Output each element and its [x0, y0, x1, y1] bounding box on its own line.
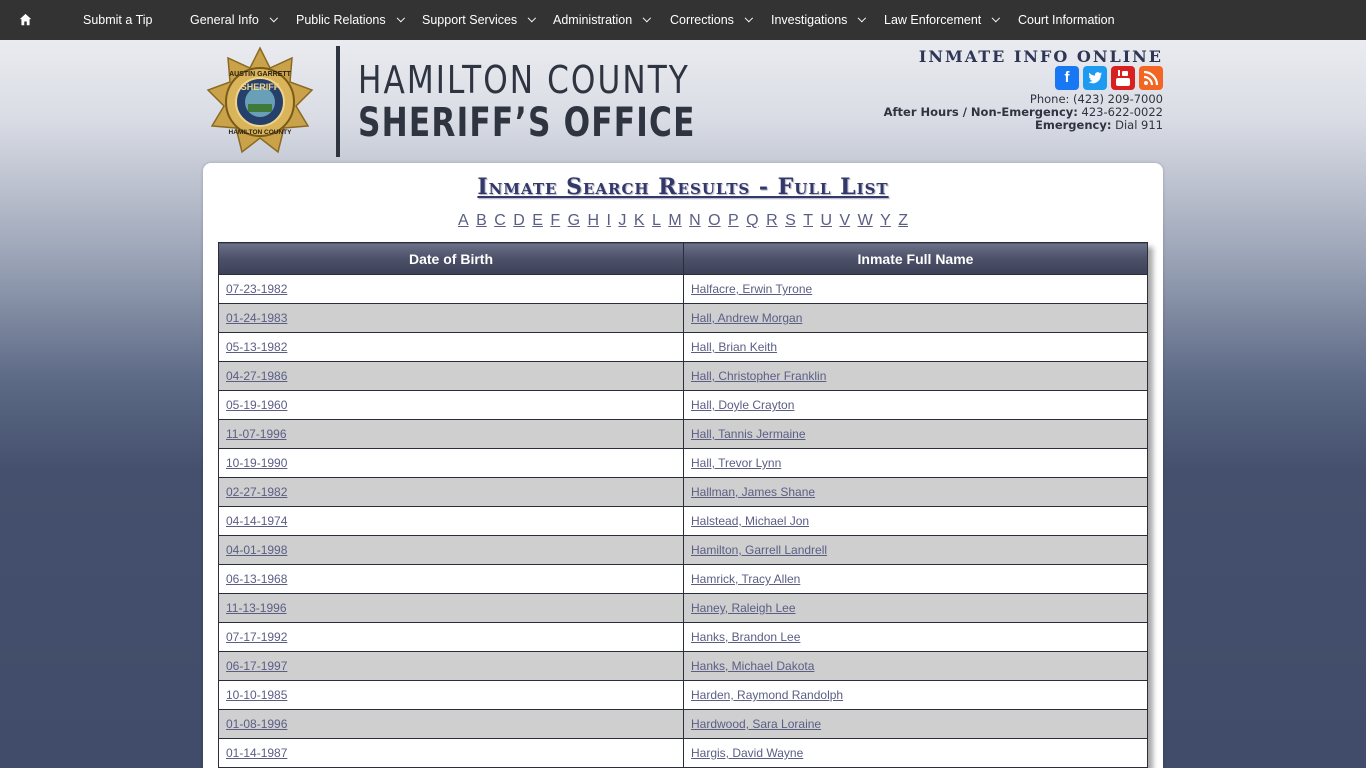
after-hours-number[interactable]: 423-622-0022 — [1081, 105, 1163, 119]
inmate-name-link[interactable]: Harden, Raymond Randolph — [691, 688, 844, 702]
table-row — [219, 681, 1148, 710]
letter-link-v[interactable]: V — [839, 212, 851, 229]
table-row — [219, 449, 1148, 478]
chevron-down-icon — [858, 14, 866, 22]
name-cell — [684, 449, 1148, 478]
name-cell — [684, 623, 1148, 652]
name-cell — [684, 710, 1148, 739]
table-row — [219, 565, 1148, 594]
chevron-down-icon — [528, 14, 536, 22]
phone-number[interactable]: (423) 209-7000 — [1073, 92, 1163, 106]
nav-item-label: Support Services — [422, 13, 518, 27]
dob-cell — [219, 420, 684, 449]
badge-mid-text: SHERIFF — [240, 82, 280, 92]
table-row — [219, 275, 1148, 304]
dob-cell — [219, 333, 684, 362]
column-header-name[interactable]: Inmate Full Name — [684, 243, 1148, 275]
letter-link-q[interactable]: Q — [746, 212, 759, 229]
nav-item-label: General Info — [190, 13, 259, 27]
dob-cell — [219, 565, 684, 594]
name-cell — [684, 507, 1148, 536]
results-table — [218, 242, 1148, 768]
nav-item-investigations[interactable] — [771, 0, 862, 40]
nav-item-general-info[interactable] — [190, 0, 274, 40]
name-cell — [684, 333, 1148, 362]
youtube-icon[interactable] — [1111, 66, 1135, 90]
nav-item-court-information[interactable] — [1018, 0, 1115, 40]
nav-item-submit-a-tip[interactable] — [83, 0, 152, 40]
letter-link-r[interactable]: R — [766, 212, 778, 229]
letter-link-m[interactable]: M — [668, 212, 682, 229]
table-row — [219, 478, 1148, 507]
contact-info — [884, 93, 1163, 132]
phone-label: Phone: — [1029, 92, 1070, 106]
letter-link-s[interactable]: S — [785, 212, 796, 229]
nav-item-public-relations[interactable] — [296, 0, 401, 40]
letter-link-c[interactable]: C — [494, 212, 506, 229]
table-row — [219, 333, 1148, 362]
dob-link[interactable]: 11-13-1996 — [226, 601, 287, 615]
letter-link-h[interactable]: H — [587, 212, 600, 229]
nav-item-label: Corrections — [670, 13, 734, 27]
letter-link-f[interactable]: F — [550, 212, 561, 229]
dob-link[interactable]: 01-24-1983 — [226, 311, 288, 325]
inmate-name-link[interactable]: Hall, Andrew Morgan — [691, 311, 803, 325]
inmate-name-link[interactable]: Hanks, Brandon Lee — [691, 630, 801, 644]
letter-link-a[interactable]: A — [457, 212, 469, 229]
dob-cell — [219, 681, 684, 710]
inmate-name-link[interactable]: Halstead, Michael Jon — [691, 514, 810, 528]
chevron-down-icon — [992, 14, 1000, 22]
inmate-name-link[interactable]: Hall, Brian Keith — [691, 340, 778, 354]
name-cell — [684, 739, 1148, 768]
inmate-name-link[interactable]: Hardwood, Sara Loraine — [691, 717, 822, 731]
chevron-down-icon — [643, 14, 651, 22]
nav-item-law-enforcement[interactable] — [884, 0, 996, 40]
table-row — [219, 362, 1148, 391]
table-row — [219, 507, 1148, 536]
letter-link-y[interactable]: Y — [880, 212, 891, 229]
letter-link-g[interactable]: G — [567, 212, 581, 229]
letter-link-o[interactable]: O — [708, 212, 721, 229]
emergency-number: Dial 911 — [1115, 118, 1163, 132]
name-cell — [684, 304, 1148, 333]
letter-link-w[interactable]: W — [857, 212, 873, 229]
name-cell — [684, 362, 1148, 391]
sheriff-badge-logo[interactable] — [204, 46, 316, 158]
chevron-down-icon — [396, 14, 404, 22]
table-row — [219, 710, 1148, 739]
logo-divider — [336, 46, 340, 157]
name-cell — [684, 681, 1148, 710]
nav-item-corrections[interactable] — [670, 0, 749, 40]
inmate-name-link[interactable]: Hanks, Michael Dakota — [691, 659, 815, 673]
letter-link-z[interactable]: Z — [898, 212, 909, 229]
brand-line-1: HAMILTON COUNTY — [358, 58, 690, 102]
results-panel — [203, 163, 1163, 768]
badge-top-text: AUSTIN GARRETT — [229, 71, 291, 78]
nav-item-label: Investigations — [771, 13, 848, 27]
dob-link[interactable]: 07-17-1992 — [226, 630, 288, 644]
table-row — [219, 420, 1148, 449]
letter-link-t[interactable]: T — [803, 212, 813, 229]
letter-link-e[interactable]: E — [532, 212, 543, 229]
alphabet-filter — [203, 212, 1163, 230]
nav-item-administration[interactable] — [553, 0, 647, 40]
letter-link-k[interactable]: K — [633, 212, 645, 229]
inmate-name-link[interactable]: Hall, Tannis Jermaine — [691, 427, 806, 441]
table-row — [219, 594, 1148, 623]
inmate-name-link[interactable]: Hamrick, Tracy Allen — [691, 572, 801, 586]
twitter-icon[interactable] — [1083, 66, 1107, 90]
nav-item-support-services[interactable] — [422, 0, 532, 40]
dob-cell — [219, 449, 684, 478]
page-title: Inmate Search Results - Full List — [477, 174, 889, 200]
dob-link[interactable]: 05-19-1960 — [226, 398, 288, 412]
social-links — [1055, 66, 1163, 90]
table-row — [219, 536, 1148, 565]
letter-link-p[interactable]: P — [728, 212, 739, 229]
table-row — [219, 391, 1148, 420]
name-cell — [684, 594, 1148, 623]
facebook-icon[interactable]: f — [1055, 66, 1079, 90]
table-row — [219, 739, 1148, 768]
inmate-name-link[interactable]: Hamilton, Garrell Landrell — [691, 543, 828, 557]
dob-link[interactable]: 05-13-1982 — [226, 340, 288, 354]
dob-cell — [219, 652, 684, 681]
dob-cell — [219, 507, 684, 536]
home-icon[interactable] — [19, 13, 32, 26]
dob-link[interactable]: 07-23-1982 — [226, 282, 288, 296]
dob-cell — [219, 304, 684, 333]
dob-link[interactable]: 04-14-1974 — [226, 514, 288, 528]
dob-link[interactable]: 11-07-1996 — [226, 427, 287, 441]
column-header-dob[interactable]: Date of Birth — [219, 243, 684, 275]
name-cell — [684, 565, 1148, 594]
dob-link[interactable]: 04-01-1998 — [226, 543, 288, 557]
results-table-wrapper — [218, 242, 1148, 768]
name-cell — [684, 420, 1148, 449]
inmate-name-link[interactable]: Hallman, James Shane — [691, 485, 816, 499]
emergency-label: Emergency: — [1034, 118, 1112, 132]
letter-link-l[interactable]: L — [651, 212, 661, 229]
inmate-name-link[interactable]: Hargis, David Wayne — [691, 746, 804, 760]
letter-link-b[interactable]: B — [476, 212, 487, 229]
name-cell — [684, 652, 1148, 681]
nav-item-label: Administration — [553, 13, 633, 27]
nav-item-label: Submit a Tip — [83, 13, 153, 27]
chevron-down-icon — [269, 14, 277, 22]
dob-cell — [219, 478, 684, 507]
dob-cell — [219, 594, 684, 623]
nav-item-label: Public Relations — [296, 13, 386, 27]
table-row — [219, 623, 1148, 652]
rss-icon[interactable] — [1139, 66, 1163, 90]
dob-link[interactable]: 06-13-1968 — [226, 572, 288, 586]
dob-link[interactable]: 06-17-1997 — [226, 659, 288, 673]
dob-cell — [219, 710, 684, 739]
dob-link[interactable]: 10-19-1990 — [226, 456, 288, 470]
dob-link[interactable]: 02-27-1982 — [226, 485, 288, 499]
inmate-info-online-heading: INMATE INFO ONLINE — [918, 47, 1163, 66]
letter-link-u[interactable]: U — [820, 212, 833, 229]
inmate-name-link[interactable]: Hall, Doyle Crayton — [691, 398, 795, 412]
dob-cell — [219, 362, 684, 391]
inmate-name-link[interactable]: Hall, Trevor Lynn — [691, 456, 782, 470]
dob-cell — [219, 623, 684, 652]
name-cell — [684, 391, 1148, 420]
table-row — [219, 652, 1148, 681]
dob-cell — [219, 391, 684, 420]
inmate-name-link[interactable]: Haney, Raleigh Lee — [691, 601, 796, 615]
dob-cell — [219, 536, 684, 565]
table-header-row — [219, 243, 1148, 275]
inmate-name-link[interactable]: Hall, Christopher Franklin — [691, 369, 827, 383]
nav-item-label: Law Enforcement — [884, 13, 982, 27]
dob-cell — [219, 739, 684, 768]
table-row — [219, 304, 1148, 333]
inmate-name-link[interactable]: Halfacre, Erwin Tyrone — [691, 282, 813, 296]
name-cell — [684, 478, 1148, 507]
chevron-down-icon — [745, 14, 753, 22]
after-hours-label: After Hours / Non-Emergency: — [883, 105, 1078, 119]
letter-link-d[interactable]: D — [513, 212, 525, 229]
name-cell — [684, 275, 1148, 304]
letter-link-i[interactable]: I — [606, 212, 611, 229]
brand-line-2: SHERIFF’S OFFICE — [358, 100, 696, 146]
badge-bottom-text: HAMILTON COUNTY — [228, 129, 292, 136]
dob-cell — [219, 275, 684, 304]
letter-link-j[interactable]: J — [618, 212, 627, 229]
dob-link[interactable]: 01-14-1987 — [226, 746, 288, 760]
dob-link[interactable]: 10-10-1985 — [226, 688, 288, 702]
dob-link[interactable]: 04-27-1986 — [226, 369, 288, 383]
top-nav — [0, 0, 1366, 40]
letter-link-n[interactable]: N — [689, 212, 701, 229]
nav-item-label: Court Information — [1018, 13, 1115, 27]
dob-link[interactable]: 01-08-1996 — [226, 717, 288, 731]
name-cell — [684, 536, 1148, 565]
